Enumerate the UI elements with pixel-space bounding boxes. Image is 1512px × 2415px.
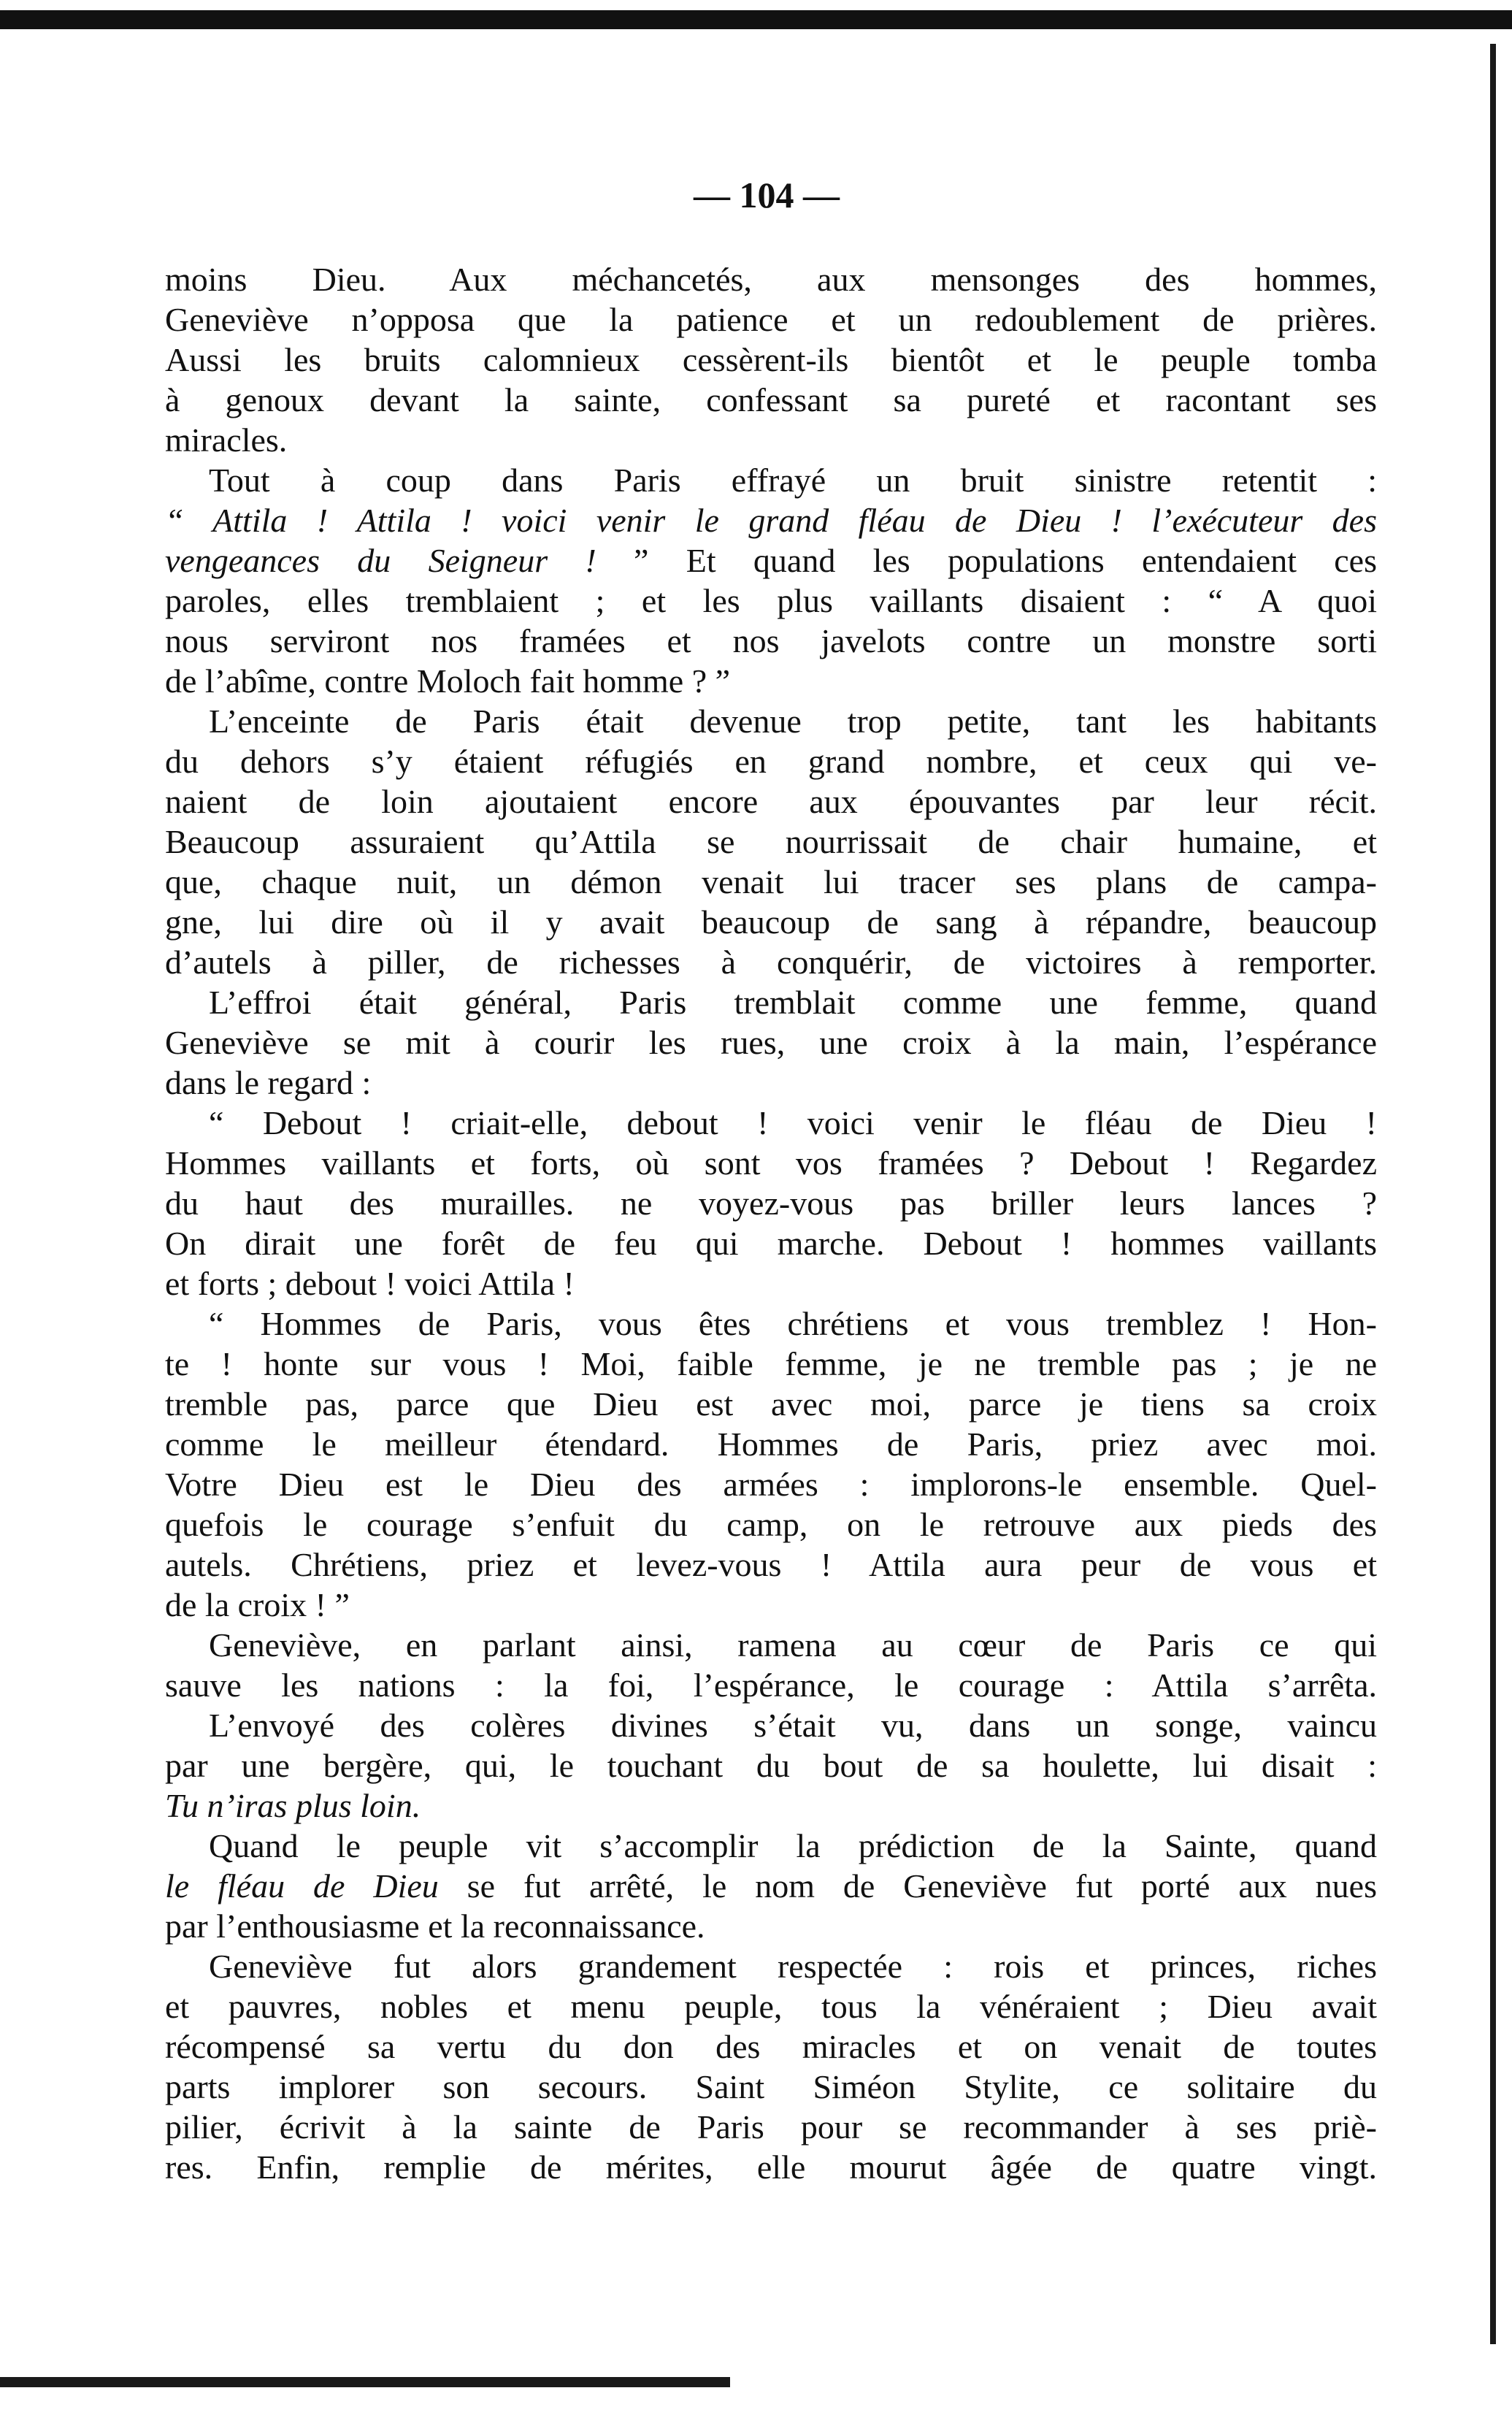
text-line: “ Attila ! Attila ! voici venir le grand fléau de Dieu ! l’exécuteur des xyxy=(165,502,1377,539)
text-line: nous serviront nos framées et nos javelots contre un monstre sorti xyxy=(165,622,1377,659)
text-line: parts implorer son secours. Saint Siméon Stylite, ce solitaire du xyxy=(165,2068,1377,2105)
text-line: du haut des murailles. ne voyez-vous pas briller leurs lances ? xyxy=(165,1184,1377,1222)
text-line: tremble pas, parce que Dieu est avec moi, parce je tiens sa croix xyxy=(165,1385,1377,1423)
text-line: Beaucoup assuraient qu’Attila se nourrissait de chair humaine, et xyxy=(165,823,1377,860)
text-line: récompensé sa vertu du don des miracles et on venait de toutes xyxy=(165,2028,1377,2065)
text-line: res. Enfin, remplie de mérites, elle mourut âgée de quatre vingt. xyxy=(165,2148,1377,2186)
text-line: que, chaque nuit, un démon venait lui tracer ses plans de campa- xyxy=(165,863,1377,900)
text-line: de la croix ! ” xyxy=(165,1586,350,1623)
text-line: Tu n’iras plus loin. xyxy=(165,1787,421,1824)
text-line: L’envoyé des colères divines s’était vu, dans un songe, vaincu xyxy=(209,1707,1377,1744)
top-border-rule xyxy=(0,10,1512,29)
text-line: dans le regard : xyxy=(165,1064,372,1101)
text-line: L’effroi était général, Paris tremblait comme une femme, quand xyxy=(209,984,1377,1021)
text-line: Hommes vaillants et forts, où sont vos framées ? Debout ! Regardez xyxy=(165,1144,1377,1182)
text-line: moins Dieu. Aux méchancetés, aux mensonges des hommes, xyxy=(165,261,1377,298)
text-line: quefois le courage s’enfuit du camp, on le retrouve aux pieds des xyxy=(165,1506,1377,1543)
text-line: le fléau de Dieu se fut arrêté, le nom de Geneviève fut porté aux nues xyxy=(165,1867,1377,1905)
text-line: du dehors s’y étaient réfugiés en grand nombre, et ceux qui ve- xyxy=(165,743,1377,780)
text-line: autels. Chrétiens, priez et levez-vous ! Attila aura peur de vous et xyxy=(165,1546,1377,1583)
text-line: Quand le peuple vit s’accomplir la prédiction de la Sainte, quand xyxy=(209,1827,1377,1864)
text-line: Aussi les bruits calomnieux cessèrent-ils bientôt et le peuple tomba xyxy=(165,341,1377,378)
text-line: On dirait une forêt de feu qui marche. Debout ! hommes vaillants xyxy=(165,1225,1377,1262)
text-line: à genoux devant la sainte, confessant sa pureté et racontant ses xyxy=(165,381,1377,418)
text-line: paroles, elles tremblaient ; et les plus vaillants disaient : “ A quoi xyxy=(165,582,1377,619)
text-line: sauve les nations : la foi, l’espérance, le courage : Attila s’arrêta. xyxy=(165,1666,1377,1704)
text-line: Tout à coup dans Paris effrayé un bruit sinistre retentit : xyxy=(209,462,1377,499)
text-line: Votre Dieu est le Dieu des armées : implorons-le ensemble. Quel- xyxy=(165,1466,1377,1503)
text-line: miracles. xyxy=(165,421,288,459)
text-line: naient de loin ajoutaient encore aux épouvantes par leur récit. xyxy=(165,783,1377,820)
text-line: Geneviève, en parlant ainsi, ramena au cœur de Paris ce qui xyxy=(209,1626,1377,1664)
text-line: Geneviève fut alors grandement respectée : rois et princes, riches xyxy=(209,1948,1377,1985)
text-line: Geneviève se mit à courir les rues, une croix à la main, l’espérance xyxy=(165,1024,1377,1061)
text-line: et forts ; debout ! voici Attila ! xyxy=(165,1265,575,1302)
text-line: pilier, écrivit à la sainte de Paris pour se recommander à ses priè- xyxy=(165,2108,1377,2146)
text-line: et pauvres, nobles et menu peuple, tous la vénéraient ; Dieu avait xyxy=(165,1988,1377,2025)
text-line: Geneviève n’opposa que la patience et un redoublement de prières. xyxy=(165,301,1377,338)
page-number: — 104 — xyxy=(694,175,840,215)
text-line: de l’abîme, contre Moloch fait homme ? ” xyxy=(165,662,731,700)
text-line: vengeances du Seigneur ! ” Et quand les populations entendaient ces xyxy=(165,542,1378,579)
text-line: par l’enthousiasme et la reconnaissance. xyxy=(165,1907,705,1945)
text-line: “ Hommes de Paris, vous êtes chrétiens et vous tremblez ! Hon- xyxy=(209,1305,1377,1342)
body-text xyxy=(165,259,1377,2187)
text-line: comme le meilleur étendard. Hommes de Paris, priez avec moi. xyxy=(165,1425,1377,1463)
text-line: “ Debout ! criait-elle, debout ! voici venir le fléau de Dieu ! xyxy=(209,1104,1377,1141)
text-line: par une bergère, qui, le touchant du bout de sa houlette, lui disait : xyxy=(165,1747,1377,1784)
text-line: gne, lui dire où il y avait beaucoup de sang à répandre, beaucoup xyxy=(165,903,1377,941)
bottom-border-rule xyxy=(0,2377,730,2387)
right-margin-rule xyxy=(1490,44,1496,2344)
text-line: d’autels à piller, de richesses à conquérir, de victoires à remporter. xyxy=(165,944,1377,981)
text-line: te ! honte sur vous ! Moi, faible femme, je ne tremble pas ; je ne xyxy=(165,1345,1377,1382)
text-line: L’enceinte de Paris était devenue trop petite, tant les habitants xyxy=(209,703,1377,740)
